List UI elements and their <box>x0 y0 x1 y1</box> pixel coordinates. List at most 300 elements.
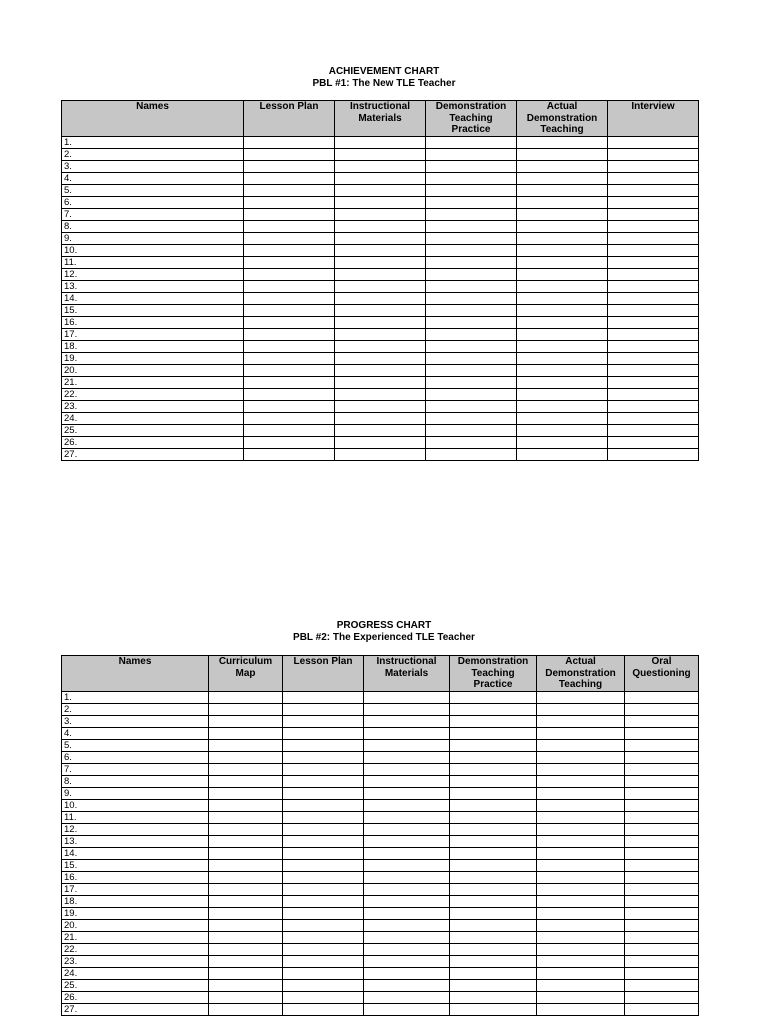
empty-cell <box>537 968 625 980</box>
empty-cell <box>335 317 426 329</box>
empty-cell <box>450 812 537 824</box>
empty-cell <box>335 233 426 245</box>
row-number-cell: 12. <box>62 824 209 836</box>
empty-cell <box>625 704 699 716</box>
empty-cell <box>209 920 283 932</box>
empty-cell <box>537 704 625 716</box>
empty-cell <box>517 329 608 341</box>
empty-cell <box>283 764 364 776</box>
empty-cell <box>517 149 608 161</box>
table-row <box>62 980 699 992</box>
empty-cell <box>537 692 625 704</box>
row-number-cell: 19. <box>62 908 209 920</box>
empty-cell <box>364 776 450 788</box>
empty-cell <box>426 221 517 233</box>
empty-cell <box>283 920 364 932</box>
empty-cell <box>625 848 699 860</box>
empty-cell <box>608 353 699 365</box>
empty-cell <box>209 824 283 836</box>
empty-cell <box>335 449 426 461</box>
row-number-cell: 11. <box>62 812 209 824</box>
empty-cell <box>364 980 450 992</box>
empty-cell <box>364 824 450 836</box>
empty-cell <box>209 860 283 872</box>
empty-cell <box>364 764 450 776</box>
empty-cell <box>335 437 426 449</box>
empty-cell <box>209 944 283 956</box>
table-row <box>62 365 699 377</box>
row-number-cell: 15. <box>62 305 244 317</box>
empty-cell <box>426 401 517 413</box>
empty-cell <box>537 1004 625 1016</box>
empty-cell <box>244 377 335 389</box>
empty-cell <box>517 305 608 317</box>
row-number-cell: 6. <box>62 197 244 209</box>
empty-cell <box>364 1004 450 1016</box>
table-row <box>62 161 699 173</box>
empty-cell <box>209 896 283 908</box>
empty-cell <box>608 233 699 245</box>
empty-cell <box>608 173 699 185</box>
empty-cell <box>244 437 335 449</box>
table-row <box>62 944 699 956</box>
empty-cell <box>335 293 426 305</box>
empty-cell <box>364 836 450 848</box>
empty-cell <box>209 704 283 716</box>
column-header: Oral Questioning <box>625 656 699 692</box>
column-header: Curriculum Map <box>209 656 283 692</box>
empty-cell <box>426 425 517 437</box>
table-row <box>62 932 699 944</box>
row-number-cell: 26. <box>62 992 209 1004</box>
empty-cell <box>426 173 517 185</box>
row-number-cell: 2. <box>62 149 244 161</box>
row-number-cell: 20. <box>62 920 209 932</box>
empty-cell <box>537 836 625 848</box>
empty-cell <box>517 317 608 329</box>
empty-cell <box>450 752 537 764</box>
empty-cell <box>364 848 450 860</box>
empty-cell <box>335 305 426 317</box>
empty-cell <box>283 1004 364 1016</box>
empty-cell <box>364 932 450 944</box>
empty-cell <box>517 221 608 233</box>
empty-cell <box>517 137 608 149</box>
empty-cell <box>209 872 283 884</box>
table-row <box>62 728 699 740</box>
empty-cell <box>335 401 426 413</box>
progress-chart-subtitle: PBL #2: The Experienced TLE Teacher <box>293 631 475 643</box>
empty-cell <box>426 353 517 365</box>
row-number-cell: 12. <box>62 269 244 281</box>
empty-cell <box>426 437 517 449</box>
empty-cell <box>608 329 699 341</box>
empty-cell <box>450 1004 537 1016</box>
empty-cell <box>426 365 517 377</box>
empty-cell <box>537 908 625 920</box>
empty-cell <box>426 149 517 161</box>
row-number-cell: 4. <box>62 173 244 185</box>
empty-cell <box>283 848 364 860</box>
empty-cell <box>625 908 699 920</box>
empty-cell <box>608 389 699 401</box>
empty-cell <box>244 197 335 209</box>
empty-cell <box>608 197 699 209</box>
empty-cell <box>537 740 625 752</box>
row-number-cell: 1. <box>62 137 244 149</box>
table-row <box>62 197 699 209</box>
empty-cell <box>244 281 335 293</box>
row-number-cell: 7. <box>62 764 209 776</box>
empty-cell <box>608 185 699 197</box>
empty-cell <box>283 872 364 884</box>
table-row <box>62 884 699 896</box>
table-row <box>62 716 699 728</box>
table-row <box>62 800 699 812</box>
empty-cell <box>283 812 364 824</box>
table-row <box>62 377 699 389</box>
table-row <box>62 137 699 149</box>
empty-cell <box>244 233 335 245</box>
empty-cell <box>537 872 625 884</box>
row-number-cell: 20. <box>62 365 244 377</box>
table-row <box>62 425 699 437</box>
empty-cell <box>537 776 625 788</box>
empty-cell <box>283 836 364 848</box>
achievement-chart-title: ACHIEVEMENT CHART <box>328 66 440 77</box>
column-header: Names <box>62 656 209 692</box>
empty-cell <box>209 1004 283 1016</box>
empty-cell <box>625 716 699 728</box>
empty-cell <box>625 992 699 1004</box>
empty-cell <box>625 944 699 956</box>
empty-cell <box>209 812 283 824</box>
empty-cell <box>450 896 537 908</box>
empty-cell <box>244 341 335 353</box>
table-row <box>62 968 699 980</box>
empty-cell <box>244 149 335 161</box>
row-number-cell: 21. <box>62 377 244 389</box>
table-row <box>62 788 699 800</box>
empty-cell <box>364 884 450 896</box>
empty-cell <box>364 944 450 956</box>
empty-cell <box>364 716 450 728</box>
empty-cell <box>335 257 426 269</box>
empty-cell <box>608 281 699 293</box>
table-row <box>62 293 699 305</box>
empty-cell <box>364 692 450 704</box>
empty-cell <box>450 884 537 896</box>
table-row <box>62 329 699 341</box>
empty-cell <box>450 920 537 932</box>
table-row <box>62 956 699 968</box>
row-number-cell: 23. <box>62 956 209 968</box>
empty-cell <box>517 365 608 377</box>
table-row <box>62 992 699 1004</box>
empty-cell <box>426 281 517 293</box>
table-row <box>62 233 699 245</box>
progress-chart-title: PROGRESS CHART <box>336 620 432 631</box>
column-header: Demonstration Teaching Practice <box>426 101 517 137</box>
empty-cell <box>537 728 625 740</box>
empty-cell <box>450 716 537 728</box>
empty-cell <box>244 245 335 257</box>
row-number-cell: 16. <box>62 872 209 884</box>
row-number-cell: 16. <box>62 317 244 329</box>
row-number-cell: 18. <box>62 896 209 908</box>
empty-cell <box>244 401 335 413</box>
empty-cell <box>537 764 625 776</box>
row-number-cell: 25. <box>62 980 209 992</box>
table-row <box>62 185 699 197</box>
empty-cell <box>283 980 364 992</box>
empty-cell <box>335 425 426 437</box>
empty-cell <box>209 836 283 848</box>
table-row <box>62 848 699 860</box>
empty-cell <box>450 908 537 920</box>
empty-cell <box>426 161 517 173</box>
empty-cell <box>283 824 364 836</box>
empty-cell <box>426 185 517 197</box>
empty-cell <box>244 425 335 437</box>
empty-cell <box>426 269 517 281</box>
table-row <box>62 836 699 848</box>
empty-cell <box>450 968 537 980</box>
empty-cell <box>364 728 450 740</box>
empty-cell <box>209 716 283 728</box>
empty-cell <box>364 920 450 932</box>
empty-cell <box>283 788 364 800</box>
table-row <box>62 173 699 185</box>
empty-cell <box>450 800 537 812</box>
empty-cell <box>426 413 517 425</box>
empty-cell <box>426 389 517 401</box>
empty-cell <box>426 377 517 389</box>
row-number-cell: 27. <box>62 449 244 461</box>
empty-cell <box>450 776 537 788</box>
empty-cell <box>244 209 335 221</box>
empty-cell <box>244 293 335 305</box>
table-row <box>62 341 699 353</box>
row-number-cell: 5. <box>62 185 244 197</box>
empty-cell <box>537 800 625 812</box>
empty-cell <box>426 137 517 149</box>
table-row <box>62 740 699 752</box>
table-row <box>62 776 699 788</box>
empty-cell <box>335 353 426 365</box>
empty-cell <box>283 860 364 872</box>
empty-cell <box>450 764 537 776</box>
table-row <box>62 269 699 281</box>
row-number-cell: 2. <box>62 704 209 716</box>
empty-cell <box>283 692 364 704</box>
empty-cell <box>244 137 335 149</box>
row-number-cell: 24. <box>62 413 244 425</box>
empty-cell <box>608 149 699 161</box>
empty-cell <box>608 305 699 317</box>
empty-cell <box>244 413 335 425</box>
empty-cell <box>364 752 450 764</box>
empty-cell <box>625 980 699 992</box>
table-row <box>62 812 699 824</box>
empty-cell <box>537 848 625 860</box>
row-number-cell: 6. <box>62 752 209 764</box>
empty-cell <box>608 269 699 281</box>
progress-chart-heading <box>0 620 768 643</box>
empty-cell <box>335 185 426 197</box>
empty-cell <box>209 776 283 788</box>
empty-cell <box>335 413 426 425</box>
empty-cell <box>625 896 699 908</box>
empty-cell <box>335 149 426 161</box>
empty-cell <box>364 872 450 884</box>
empty-cell <box>537 980 625 992</box>
empty-cell <box>625 860 699 872</box>
empty-cell <box>244 449 335 461</box>
table-row <box>62 752 699 764</box>
empty-cell <box>335 161 426 173</box>
empty-cell <box>608 293 699 305</box>
row-number-cell: 14. <box>62 293 244 305</box>
table-row <box>62 389 699 401</box>
empty-cell <box>608 317 699 329</box>
row-number-cell: 13. <box>62 836 209 848</box>
empty-cell <box>335 209 426 221</box>
empty-cell <box>537 824 625 836</box>
empty-cell <box>283 896 364 908</box>
table-row <box>62 413 699 425</box>
empty-cell <box>517 173 608 185</box>
empty-cell <box>364 788 450 800</box>
empty-cell <box>517 389 608 401</box>
empty-cell <box>517 377 608 389</box>
empty-cell <box>537 716 625 728</box>
empty-cell <box>364 968 450 980</box>
row-number-cell: 4. <box>62 728 209 740</box>
empty-cell <box>625 776 699 788</box>
table-row <box>62 149 699 161</box>
row-number-cell: 11. <box>62 257 244 269</box>
empty-cell <box>517 293 608 305</box>
empty-cell <box>209 800 283 812</box>
table-row <box>62 353 699 365</box>
empty-cell <box>364 812 450 824</box>
empty-cell <box>364 800 450 812</box>
row-number-cell: 18. <box>62 341 244 353</box>
achievement-chart-heading <box>0 66 768 89</box>
empty-cell <box>608 413 699 425</box>
empty-cell <box>426 257 517 269</box>
empty-cell <box>608 377 699 389</box>
empty-cell <box>537 752 625 764</box>
empty-cell <box>283 956 364 968</box>
empty-cell <box>517 161 608 173</box>
empty-cell <box>335 197 426 209</box>
empty-cell <box>244 305 335 317</box>
row-number-cell: 8. <box>62 221 244 233</box>
empty-cell <box>244 257 335 269</box>
empty-cell <box>244 353 335 365</box>
row-number-cell: 13. <box>62 281 244 293</box>
empty-cell <box>364 860 450 872</box>
empty-cell <box>364 896 450 908</box>
empty-cell <box>625 800 699 812</box>
column-header: Actual Demonstration Teaching <box>517 101 608 137</box>
empty-cell <box>608 437 699 449</box>
row-number-cell: 24. <box>62 968 209 980</box>
empty-cell <box>335 269 426 281</box>
empty-cell <box>244 317 335 329</box>
table-row <box>62 245 699 257</box>
empty-cell <box>335 137 426 149</box>
empty-cell <box>450 740 537 752</box>
empty-cell <box>608 221 699 233</box>
empty-cell <box>335 245 426 257</box>
empty-cell <box>625 836 699 848</box>
row-number-cell: 5. <box>62 740 209 752</box>
empty-cell <box>244 161 335 173</box>
empty-cell <box>537 992 625 1004</box>
empty-cell <box>209 980 283 992</box>
empty-cell <box>625 1004 699 1016</box>
empty-cell <box>625 872 699 884</box>
table-header-row <box>62 656 699 692</box>
row-number-cell: 15. <box>62 860 209 872</box>
empty-cell <box>608 341 699 353</box>
row-number-cell: 25. <box>62 425 244 437</box>
row-number-cell: 14. <box>62 848 209 860</box>
row-number-cell: 22. <box>62 389 244 401</box>
empty-cell <box>335 341 426 353</box>
empty-cell <box>450 992 537 1004</box>
empty-cell <box>364 704 450 716</box>
empty-cell <box>244 389 335 401</box>
empty-cell <box>244 173 335 185</box>
empty-cell <box>335 365 426 377</box>
column-header: Instructional Materials <box>364 656 450 692</box>
empty-cell <box>426 245 517 257</box>
empty-cell <box>537 860 625 872</box>
column-header: Instructional Materials <box>335 101 426 137</box>
empty-cell <box>364 740 450 752</box>
empty-cell <box>283 752 364 764</box>
table-row <box>62 221 699 233</box>
empty-cell <box>335 377 426 389</box>
table-row <box>62 704 699 716</box>
empty-cell <box>209 956 283 968</box>
empty-cell <box>517 401 608 413</box>
empty-cell <box>625 752 699 764</box>
row-number-cell: 17. <box>62 884 209 896</box>
row-number-cell: 10. <box>62 245 244 257</box>
empty-cell <box>517 209 608 221</box>
row-number-cell: 17. <box>62 329 244 341</box>
empty-cell <box>209 692 283 704</box>
empty-cell <box>283 932 364 944</box>
empty-cell <box>283 968 364 980</box>
empty-cell <box>283 884 364 896</box>
empty-cell <box>517 353 608 365</box>
empty-cell <box>608 137 699 149</box>
row-number-cell: 7. <box>62 209 244 221</box>
empty-cell <box>517 449 608 461</box>
empty-cell <box>517 281 608 293</box>
empty-cell <box>209 932 283 944</box>
table-row <box>62 692 699 704</box>
progress-chart-table <box>61 655 699 1016</box>
empty-cell <box>517 437 608 449</box>
empty-cell <box>426 233 517 245</box>
